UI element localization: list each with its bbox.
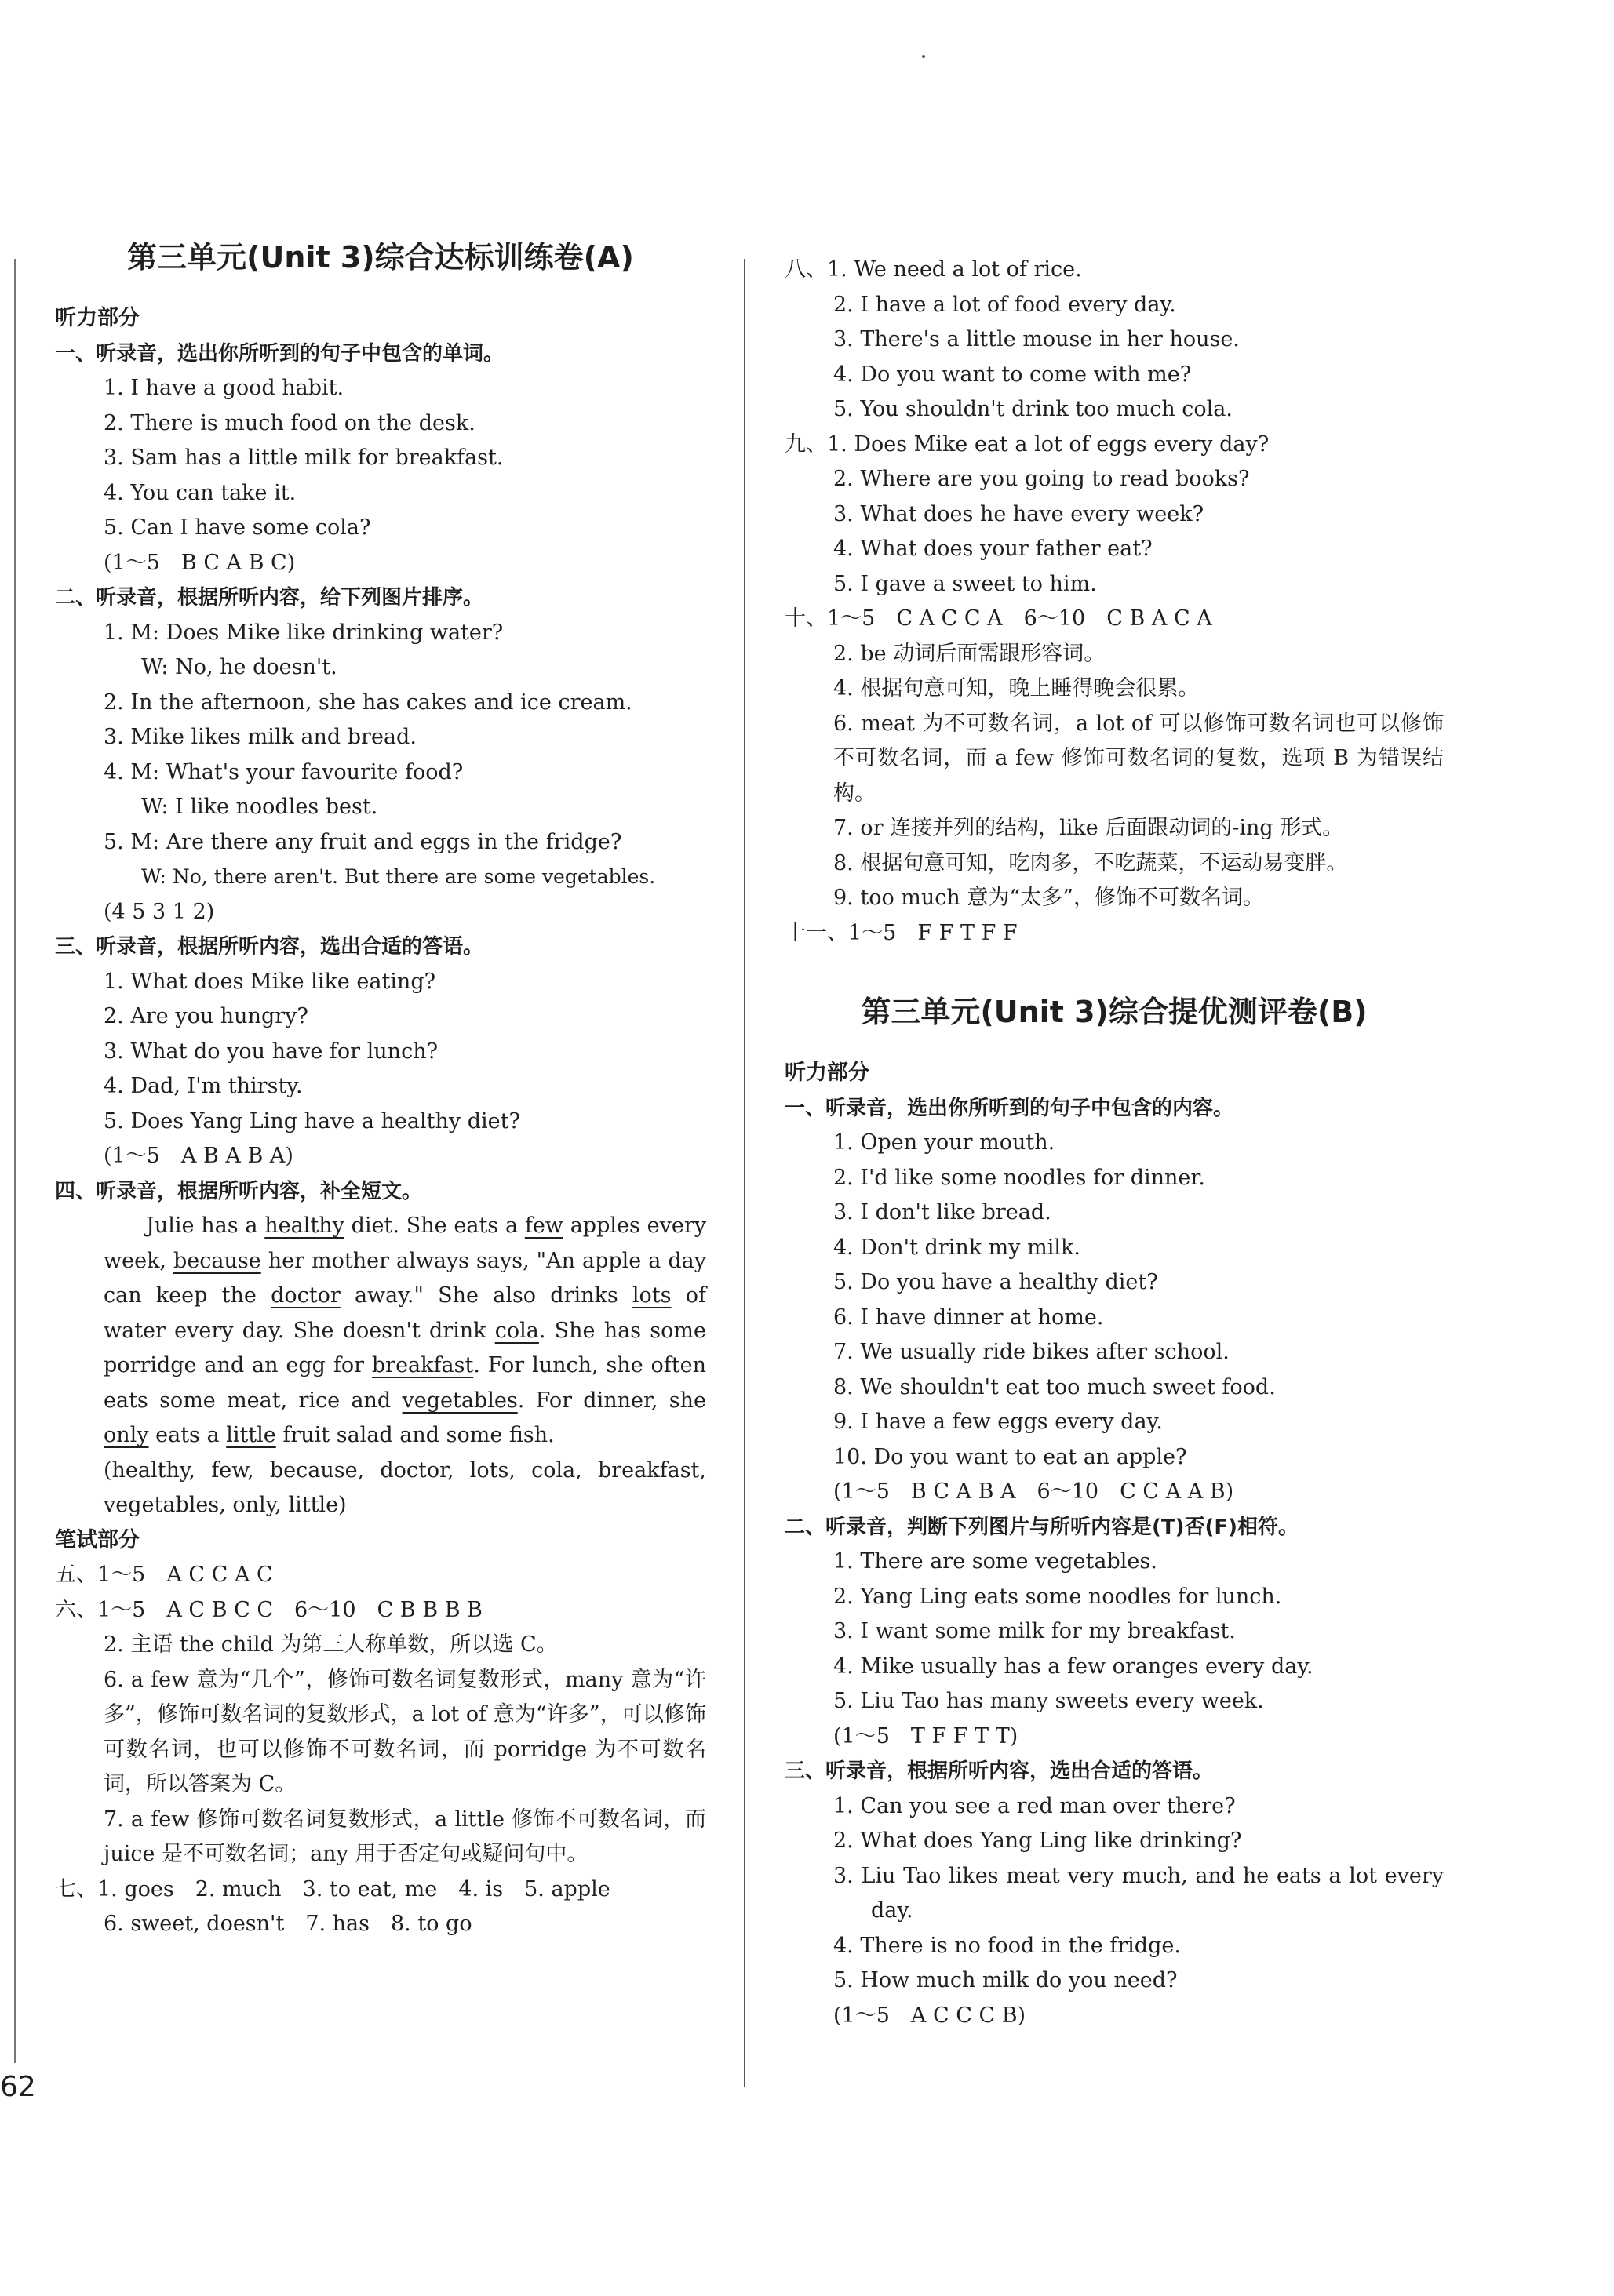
section-3-heading: 三、听录音，根据所听内容，选出合适的答语。 bbox=[55, 935, 484, 959]
cloze-answer: healthy bbox=[264, 1213, 344, 1238]
list-item: 1. Open your mouth. bbox=[833, 1130, 1055, 1155]
list-item: 9. I have a few eggs every day. bbox=[833, 1410, 1163, 1434]
list-item: 2. I have a lot of food every day. bbox=[833, 292, 1176, 317]
answer-key: (1～5 T F F T T) bbox=[833, 1723, 1018, 1748]
list-item: 1. What does Mike like eating? bbox=[104, 969, 436, 994]
cloze-answer: little bbox=[226, 1423, 276, 1447]
list-item: 3. Mike likes milk and bread. bbox=[104, 725, 417, 749]
list-item: 7. We usually ride bikes after school. bbox=[833, 1340, 1230, 1364]
list-item: 8. We shouldn't eat too much sweet food. bbox=[833, 1374, 1276, 1399]
cloze-answer: doctor bbox=[271, 1283, 341, 1308]
section-9-line: 九、1. Does Mike eat a lot of eggs every day? bbox=[785, 431, 1270, 457]
list-item: 5. Can I have some cola? bbox=[104, 515, 371, 540]
cloze-answer: few bbox=[524, 1213, 563, 1238]
cloze-answer: vegetables bbox=[402, 1388, 518, 1413]
writing-heading: 笔试部分 bbox=[55, 1527, 140, 1552]
explanation: 6. a few 意为“几个”，修饰可数名词复数形式，many 意为“许多”，修饰可数名词的复数形式，a lot of 意为“许多”，可以修饰可数名词，也可以修饰不可数名词，而 porridge 为不可数名词，所以答案为 C。 bbox=[104, 1667, 706, 1796]
list-item: 5. M: Are there any fruit and eggs in the fridge? bbox=[104, 829, 622, 854]
cloze-answer: cola bbox=[494, 1318, 539, 1343]
answer-key: (healthy, few, because, doctor, lots, cola, breakfast, vegetables, only, little) bbox=[104, 1457, 706, 1517]
section-6-answers: 六、1～5 A C B C C 6～10 C B B B B bbox=[55, 1597, 483, 1622]
cloze-answer: lots bbox=[632, 1283, 672, 1308]
list-item: 5. How much milk do you need? bbox=[833, 1968, 1178, 1992]
answer-key: (1～5 A C C C B) bbox=[833, 2003, 1026, 2028]
section-10-answers: 十、1～5 C A C C A 6～10 C B A C A bbox=[785, 606, 1212, 631]
cloze-passage: Julie has a healthy diet. She eats a few apples every week, because her mother always says, "An apple a day can keep the doctor away." She also drinks lots of water every day. She doesn't drink cola. She has some porridge and an egg for breakfast. For lunch, she often eats some meat, rice and vegetables. For dinner, she only eats a little fruit salad and some fish. bbox=[104, 1213, 707, 1447]
section-2-heading: 二、听录音，根据所听内容，给下列图片排序。 bbox=[55, 586, 484, 609]
section-4-heading: 四、听录音，根据所听内容，补全短文。 bbox=[55, 1179, 423, 1203]
list-item: 3. What does he have every week? bbox=[833, 501, 1204, 526]
list-item: 4. Do you want to come with me? bbox=[833, 362, 1192, 387]
dialogue-line: W: No, there aren't. But there are some vegetables. bbox=[141, 865, 656, 888]
right-column bbox=[785, 253, 1444, 2033]
list-item: 5. Do you have a healthy diet? bbox=[833, 1270, 1158, 1294]
list-item: 2. Yang Ling eats some noodles for lunch. bbox=[833, 1584, 1282, 1609]
section-1-heading: 一、听录音，选出你所听到的句子中包含的单词。 bbox=[55, 341, 505, 366]
list-item: 4. What does your father eat? bbox=[833, 537, 1153, 561]
left-margin-rule bbox=[14, 259, 16, 2063]
answer-key: (1～5 A B A B A) bbox=[104, 1144, 293, 1168]
dialogue-line: W: I like noodles best. bbox=[141, 795, 378, 819]
list-item: 4. Don't drink my milk. bbox=[833, 1235, 1080, 1260]
explanation: 9. too much 意为“太多”，修饰不可数名词。 bbox=[833, 886, 1264, 910]
list-item: 3. I want some milk for my breakfast. bbox=[833, 1619, 1236, 1643]
cloze-answer: because bbox=[173, 1248, 261, 1273]
section-7-answers: 七、1. goes 2. much 3. to eat, me 4. is 5. apple bbox=[55, 1876, 610, 1901]
list-item: 3. Liu Tao likes meat very much, and he eats a lot every day. bbox=[833, 1863, 1444, 1923]
listening-heading: 听力部分 bbox=[55, 306, 140, 330]
list-item: 1. M: Does Mike like drinking water? bbox=[104, 620, 504, 645]
explanation: 7. or 连接并列的结构，like 后面跟动词的-ing 形式。 bbox=[833, 816, 1344, 840]
cloze-answer: breakfast bbox=[371, 1353, 474, 1377]
list-item: 5. I gave a sweet to him. bbox=[833, 571, 1097, 596]
test-a-title: 第三单元(Unit 3)综合达标训练卷(A) bbox=[127, 240, 634, 275]
list-item: 4. There is no food in the fridge. bbox=[833, 1933, 1181, 1958]
list-item: 3. What do you have for lunch? bbox=[104, 1039, 439, 1064]
list-item: 2. In the afternoon, she has cakes and ice cream. bbox=[104, 690, 632, 715]
explanation: 2. be 动词后面需跟形容词。 bbox=[833, 641, 1106, 666]
answer-key: (1～5 B C A B A 6～10 C C A A B) bbox=[833, 1479, 1234, 1504]
dialogue-line: W: No, he doesn't. bbox=[141, 655, 337, 679]
b-section-1-heading: 一、听录音，选出你所听到的句子中包含的内容。 bbox=[785, 1096, 1234, 1120]
list-item: 6. I have dinner at home. bbox=[833, 1304, 1104, 1330]
list-item: 1. There are some vegetables. bbox=[833, 1549, 1157, 1574]
explanation: 4. 根据句意可知，晚上睡得晚会很累。 bbox=[833, 676, 1200, 700]
column-divider bbox=[744, 259, 745, 2087]
list-item: 1. I have a good habit. bbox=[104, 376, 344, 400]
left-column bbox=[55, 235, 706, 1942]
list-item: 2. Where are you going to read books? bbox=[833, 467, 1250, 491]
answer-key: (1～5 B C A B C) bbox=[104, 550, 296, 575]
explanation: 7. a few 修饰可数名词复数形式，a little 修饰不可数名词，而 juice 是不可数名词；any 用于否定句或疑问句中。 bbox=[104, 1807, 706, 1866]
answer-key: (4 5 3 1 2) bbox=[104, 899, 215, 924]
list-item: 3. Sam has a little milk for breakfast. bbox=[104, 446, 504, 470]
section-8-line: 八、1. We need a lot of rice. bbox=[785, 257, 1082, 282]
section-7-answers-cont: 6. sweet, doesn't 7. has 8. to go bbox=[104, 1912, 472, 1936]
list-item: 5. Liu Tao has many sweets every week. bbox=[833, 1689, 1264, 1713]
list-item: 3. There's a little mouse in her house. bbox=[833, 327, 1240, 351]
cloze-answer: only bbox=[104, 1423, 149, 1447]
explanation: 8. 根据句意可知，吃肉多，不吃蔬菜，不运动易变胖。 bbox=[833, 850, 1348, 875]
section-11-answers: 十一、1～5 F F T F F bbox=[785, 920, 1018, 945]
list-item: 4. Mike usually has a few oranges every day. bbox=[833, 1654, 1313, 1679]
b-section-3-heading: 三、听录音，根据所听内容，选出合适的答语。 bbox=[785, 1759, 1214, 1783]
explanation: 6. meat 为不可数名词，a lot of 可以修饰可数名词也可以修饰不可数名词，而 a few 修饰可数名词的复数，选项 B 为错误结构。 bbox=[833, 711, 1444, 806]
section-5-answers: 五、1～5 A C C A C bbox=[55, 1563, 273, 1587]
list-item: 2. There is much food on the desk. bbox=[104, 410, 475, 435]
list-item: 1. Can you see a red man over there? bbox=[833, 1793, 1236, 1818]
page-number: 62 bbox=[0, 2071, 36, 2103]
list-item: 10. Do you want to eat an apple? bbox=[833, 1444, 1187, 1469]
list-item: 4. M: What's your favourite food? bbox=[104, 759, 464, 784]
list-item: 2. What does Yang Ling like drinking? bbox=[833, 1828, 1242, 1853]
list-item: 5. Does Yang Ling have a healthy diet? bbox=[104, 1108, 520, 1133]
test-b-title: 第三单元(Unit 3)综合提优测评卷(B) bbox=[861, 995, 1368, 1029]
list-item: 5. You shouldn't drink too much cola. bbox=[833, 397, 1233, 421]
listening-heading-b: 听力部分 bbox=[785, 1061, 869, 1085]
list-item: 2. I'd like some noodles for dinner. bbox=[833, 1165, 1205, 1190]
scan-dot bbox=[922, 55, 925, 58]
list-item: 4. You can take it. bbox=[104, 480, 297, 505]
explanation: 2. 主语 the child 为第三人称单数，所以选 C。 bbox=[104, 1632, 558, 1657]
list-item: 2. Are you hungry? bbox=[104, 1004, 308, 1028]
list-item: 3. I don't like bread. bbox=[833, 1200, 1051, 1224]
list-item: 4. Dad, I'm thirsty. bbox=[104, 1074, 303, 1098]
b-section-2-heading: 二、听录音，判断下列图片与所听内容是(T)否(F)相符。 bbox=[785, 1515, 1299, 1539]
